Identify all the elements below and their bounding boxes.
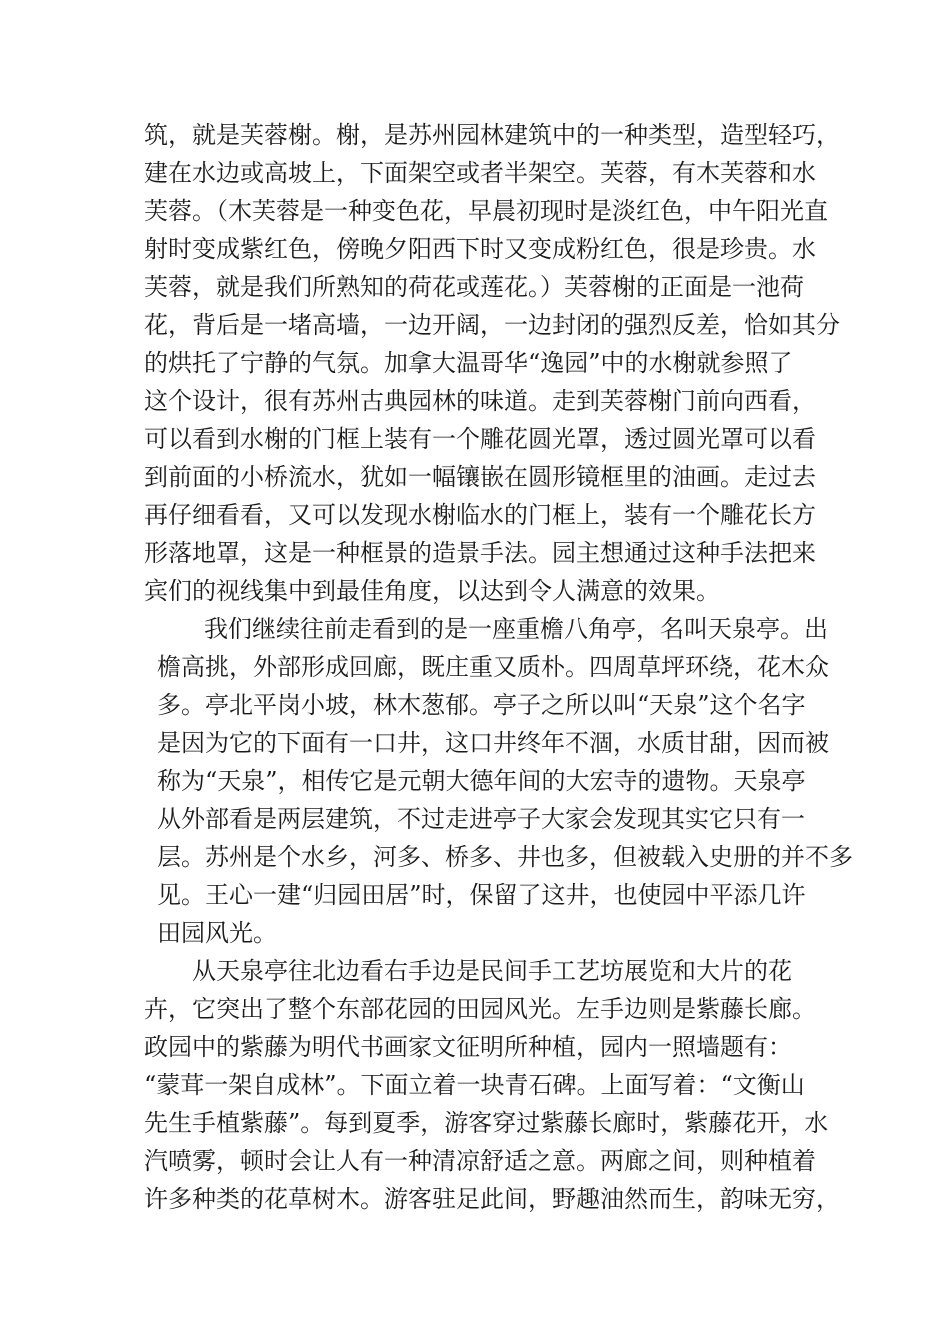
text-line: 再仔细看看，又可以发现水榭临水的门框上，装有一个雕花长方 [144, 501, 816, 529]
text-line: 层。苏州是个水乡，河多、桥多、井也多，但被载入史册的并不多 [157, 843, 853, 871]
text-line: 是因为它的下面有一口井，这口井终年不涸，水质甘甜，因而被 [157, 729, 829, 757]
text-line: 先生手植紫藤”。每到夏季，游客穿过紫藤长廊时，紫藤花开，水 [144, 1109, 829, 1137]
text-line: 从外部看是两层建筑，不过走进亭子大家会发现其实它只有一 [157, 805, 805, 833]
text-line: 见。王心一建“归园田居”时，保留了这井，也使园中平添几许 [157, 881, 806, 909]
text-line: 可以看到水榭的门框上装有一个雕花圆光罩，透过圆光罩可以看 [144, 425, 816, 453]
text-line: 政园中的紫藤为明代书画家文征明所种植，园内一照墙题有： [144, 1033, 792, 1061]
text-line: 宾们的视线集中到最佳角度，以达到令人满意的效果。 [144, 577, 720, 605]
text-line: 从天泉亭往北边看右手边是民间手工艺坊展览和大片的花 [192, 957, 792, 985]
text-line: 檐高挑，外部形成回廊，既庄重又质朴。四周草坪环绕，花木众 [157, 653, 829, 681]
text-line: 我们继续往前走看到的是一座重檐八角亭，名叫天泉亭。出 [204, 615, 828, 643]
text-line: 田园风光。 [157, 919, 277, 947]
text-line: 汽喷雾，顿时会让人有一种清凉舒适之意。两廊之间，则种植着 [144, 1147, 816, 1175]
text-line: 芙蓉，就是我们所熟知的荷花或莲花。）芙蓉榭的正面是一池荷 [144, 273, 804, 301]
text-line: 射时变成紫红色，傍晚夕阳西下时又变成粉红色，很是珍贵。水 [144, 235, 816, 263]
text-line: 到前面的小桥流水，犹如一幅镶嵌在圆形镜框里的油画。走过去 [144, 463, 816, 491]
text-line: 卉，它突出了整个东部花园的田园风光。左手边则是紫藤长廊。 [144, 995, 816, 1023]
text-line: “蒙茸一架自成林”。下面立着一块青石碑。上面写着：“文衡山 [144, 1071, 805, 1099]
text-line: 建在水边或高坡上，下面架空或者半架空。芙蓉，有木芙蓉和水 [144, 159, 816, 187]
text-line: 称为“天泉”，相传它是元朝大德年间的大宏寺的遗物。天泉亭 [157, 767, 806, 795]
text-line: 多。亭北平岗小坡，林木葱郁。亭子之所以叫“天泉”这个名字 [157, 691, 806, 719]
text-line: 形落地罩，这是一种框景的造景手法。园主想通过这种手法把来 [144, 539, 816, 567]
text-line: 筑，就是芙蓉榭。榭，是苏州园林建筑中的一种类型，造型轻巧， [144, 121, 840, 149]
text-line: 芙蓉。（木芙蓉是一种变色花，早晨初现时是淡红色，中午阳光直 [144, 197, 828, 225]
text-line: 这个设计，很有苏州古典园林的味道。走到芙蓉榭门前向西看， [144, 387, 816, 415]
text-line: 花，背后是一堵高墙，一边开阔，一边封闭的强烈反差，恰如其分 [144, 311, 840, 339]
text-line: 许多种类的花草树木。游客驻足此间，野趣油然而生，韵味无穷， [144, 1185, 840, 1213]
text-line: 的烘托了宁静的气氛。加拿大温哥华“逸园”中的水榭就参照了 [144, 349, 793, 377]
